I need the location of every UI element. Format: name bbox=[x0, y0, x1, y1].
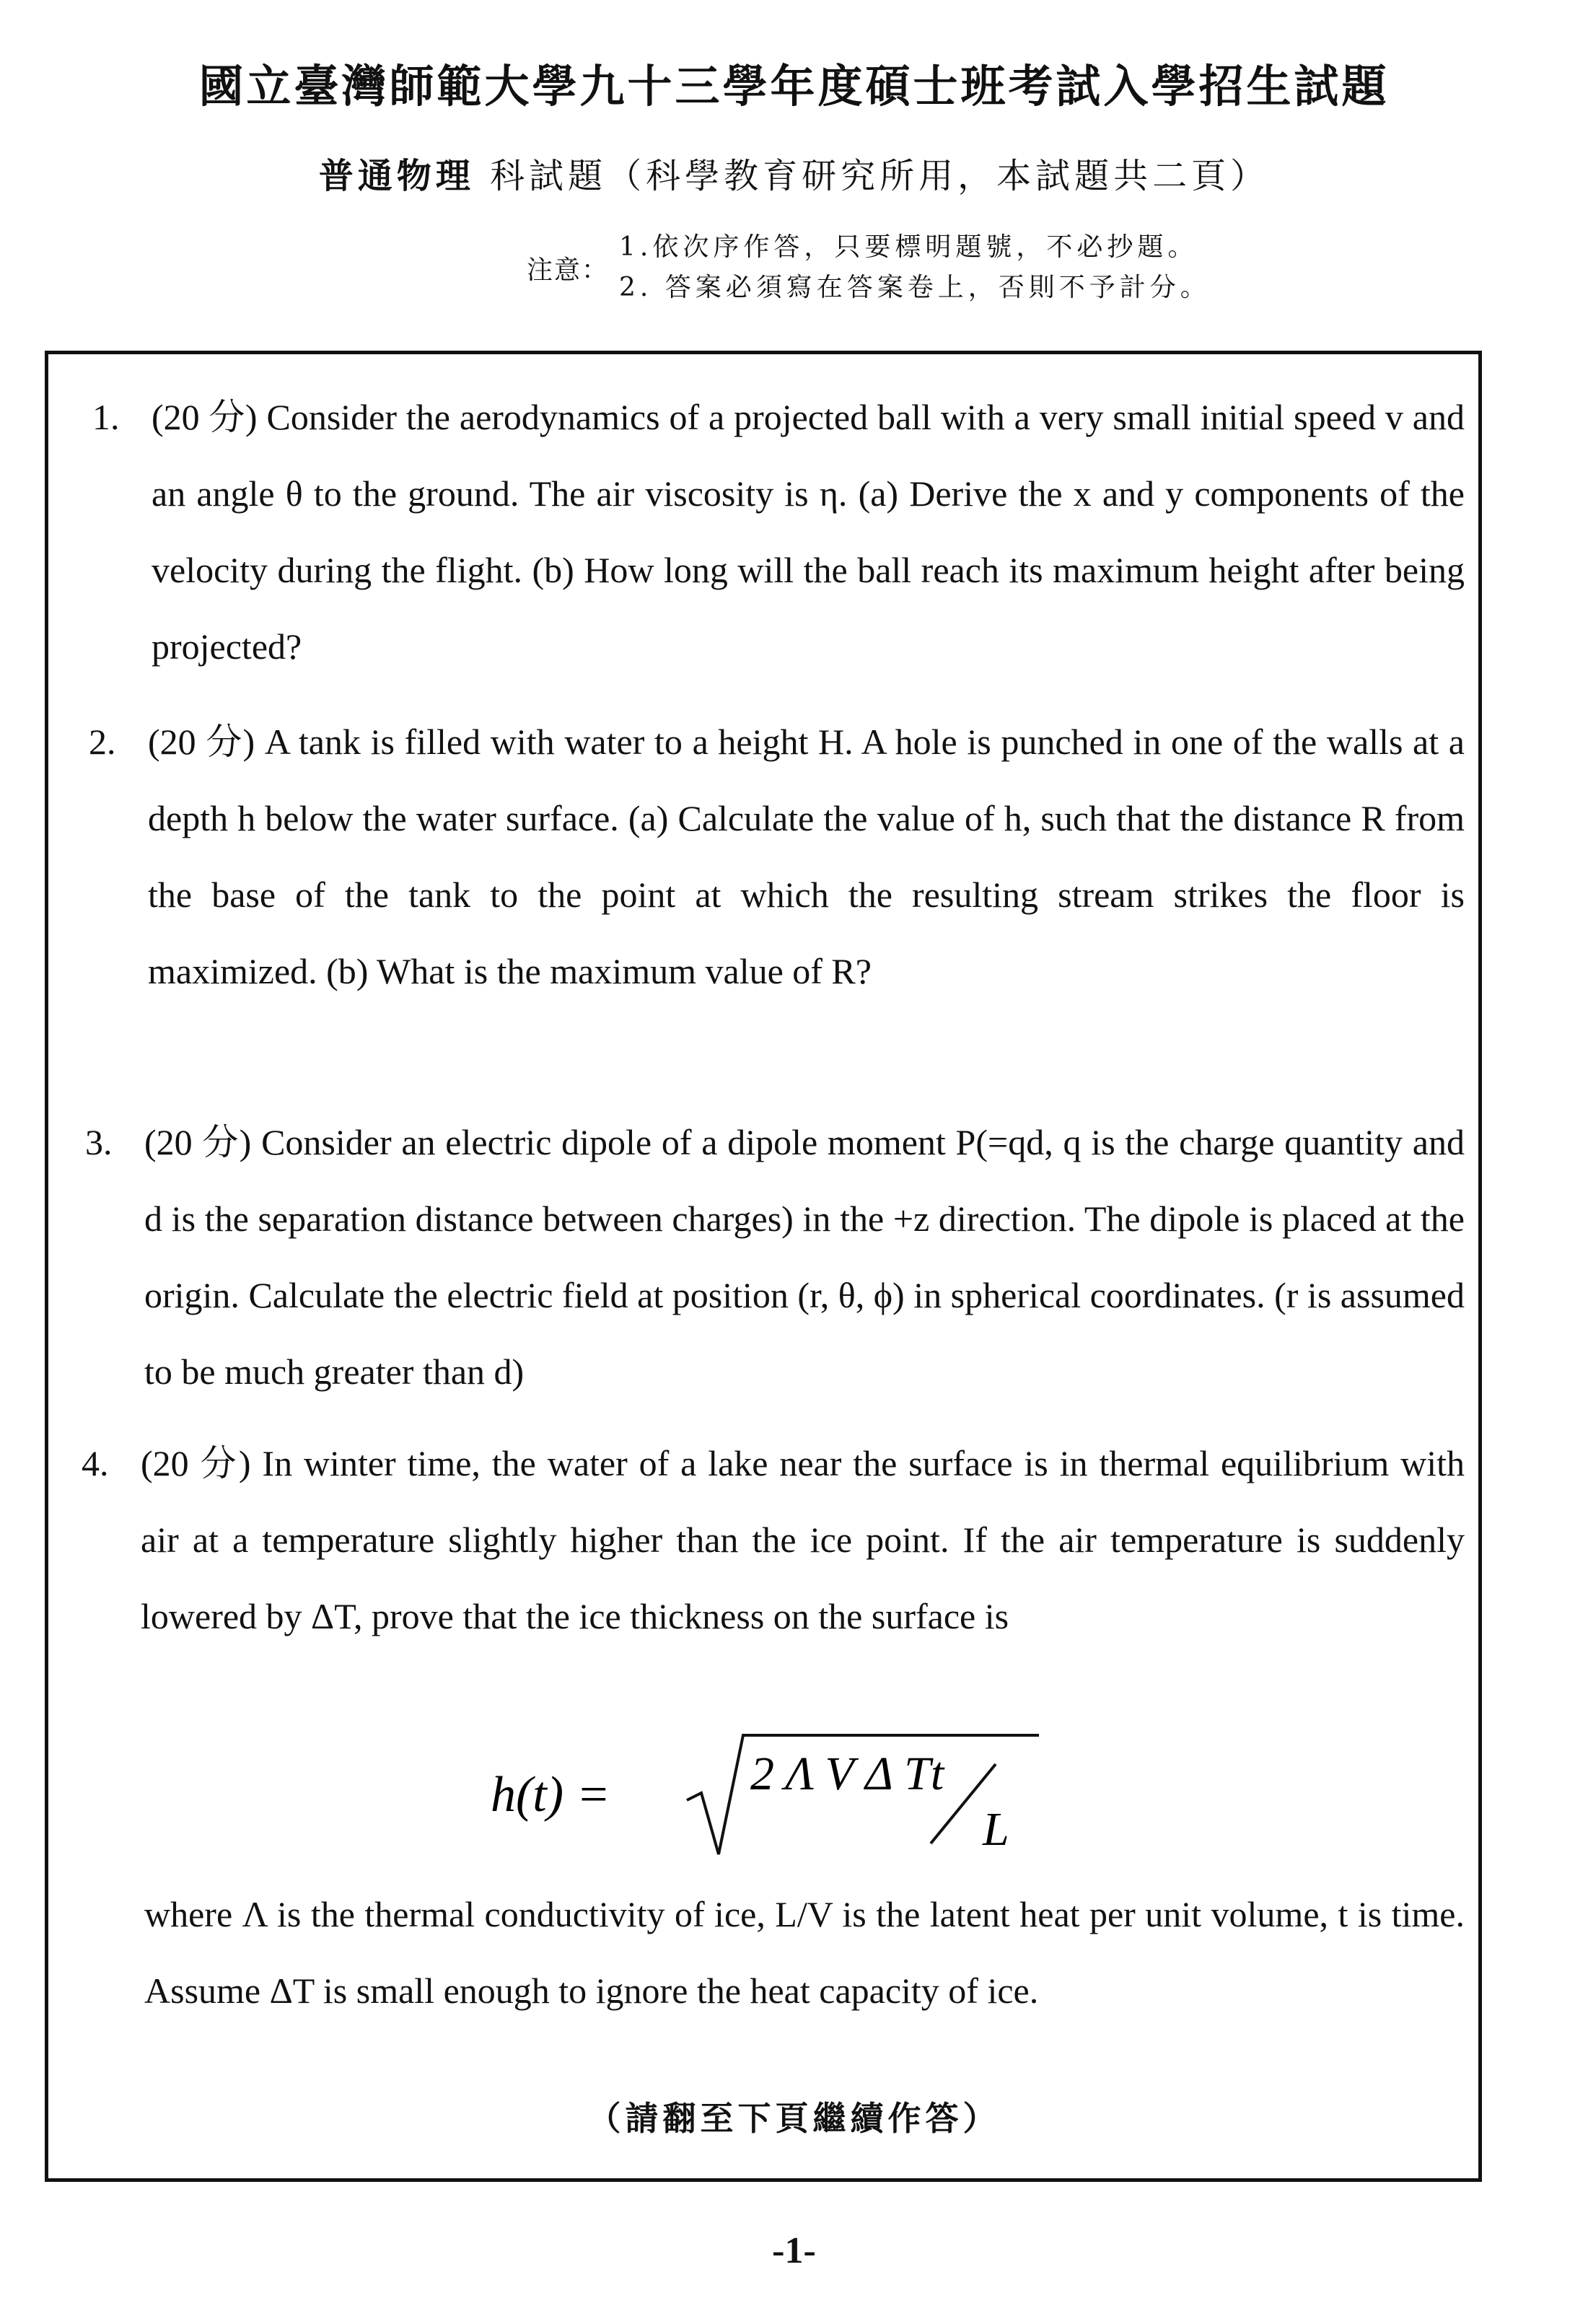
question-points: (20 分) bbox=[144, 1122, 252, 1162]
subject-description: 科試題（科學教育研究所用，本試題共二頁） bbox=[490, 156, 1270, 196]
question-points: (20 分) bbox=[152, 397, 258, 437]
continue-instruction: （請翻至下頁繼續作答） bbox=[587, 2099, 1001, 2138]
notice-label: 注意： bbox=[527, 255, 610, 285]
formula-graphic bbox=[491, 1721, 1039, 1865]
exam-title: 國立臺灣師範大學九十三學年度碩士班考試入學招生試題 bbox=[198, 60, 1390, 113]
question-2 bbox=[89, 703, 1465, 1009]
question-4 bbox=[82, 1425, 1465, 1654]
notice-lines bbox=[619, 227, 1211, 308]
question-points: (20 分) bbox=[148, 722, 255, 762]
question-text: A tank is filled with water to a height H. A hole is punched in one of the walls at a depth h below the water surface. (a) Calculate the value of h, such that the distance R from the base of the tank to the point at which the resulting stream strikes the floor is maximized. (b) What is the maximum value of R? bbox=[148, 722, 1465, 991]
page-number: -1- bbox=[772, 2230, 816, 2271]
formula-lhs: h(t) = bbox=[491, 1767, 610, 1823]
question-text: Consider an electric dipole of a dipole moment P(=qd, q is the charge quantity and d is the separation distance between charges) in the +z direction. The dipole is placed at the origin. Calculate the electric field at position (r, θ, ϕ) in spherical coordinates. (r is assumed to be much greater than d) bbox=[144, 1122, 1465, 1392]
question-text-after: where Λ is the thermal conductivity of ice, L/V is the latent heat per unit volume, t is time. Assume ΔT is small enough to ignore the heat capacity of ice. bbox=[144, 1894, 1465, 2011]
question-number: 1. bbox=[92, 397, 120, 437]
notice-line-2: 2. 答案必須寫在答案卷上，否則不予計分。 bbox=[619, 273, 1211, 302]
formula-numerator: 2 Λ V Δ Tt bbox=[750, 1748, 944, 1800]
notice-block bbox=[527, 227, 1211, 308]
subject-name: 普通物理 bbox=[318, 156, 475, 196]
question-4-continuation bbox=[144, 1876, 1465, 2029]
exam-subtitle bbox=[0, 148, 1588, 198]
notice-line-1: 1.依次序作答，只要標明題號，不必抄題。 bbox=[619, 232, 1198, 262]
question-3 bbox=[85, 1104, 1465, 1410]
question-points: (20 分) bbox=[141, 1443, 251, 1483]
question-1 bbox=[92, 379, 1465, 685]
question-number: 2. bbox=[89, 722, 116, 762]
question-number: 3. bbox=[85, 1122, 113, 1162]
ice-thickness-formula bbox=[491, 1721, 1039, 1865]
question-text: Consider the aerodynamics of a projected ball with a very small initial speed v and an angle θ to the ground. The air viscosity is η. (a) Derive the x and y components of the velocity during the flight. (b) How long will the ball reach its maximum height after being projected? bbox=[152, 397, 1465, 667]
formula-denominator: L bbox=[983, 1803, 1009, 1856]
question-number: 4. bbox=[82, 1443, 109, 1483]
question-text: In winter time, the water of a lake near the surface is in thermal equilibrium with air at a temperature slightly higher than the ice point. If the air temperature is suddenly lowered by ΔT, prove that the ice thickness on the surface is bbox=[141, 1443, 1465, 1636]
